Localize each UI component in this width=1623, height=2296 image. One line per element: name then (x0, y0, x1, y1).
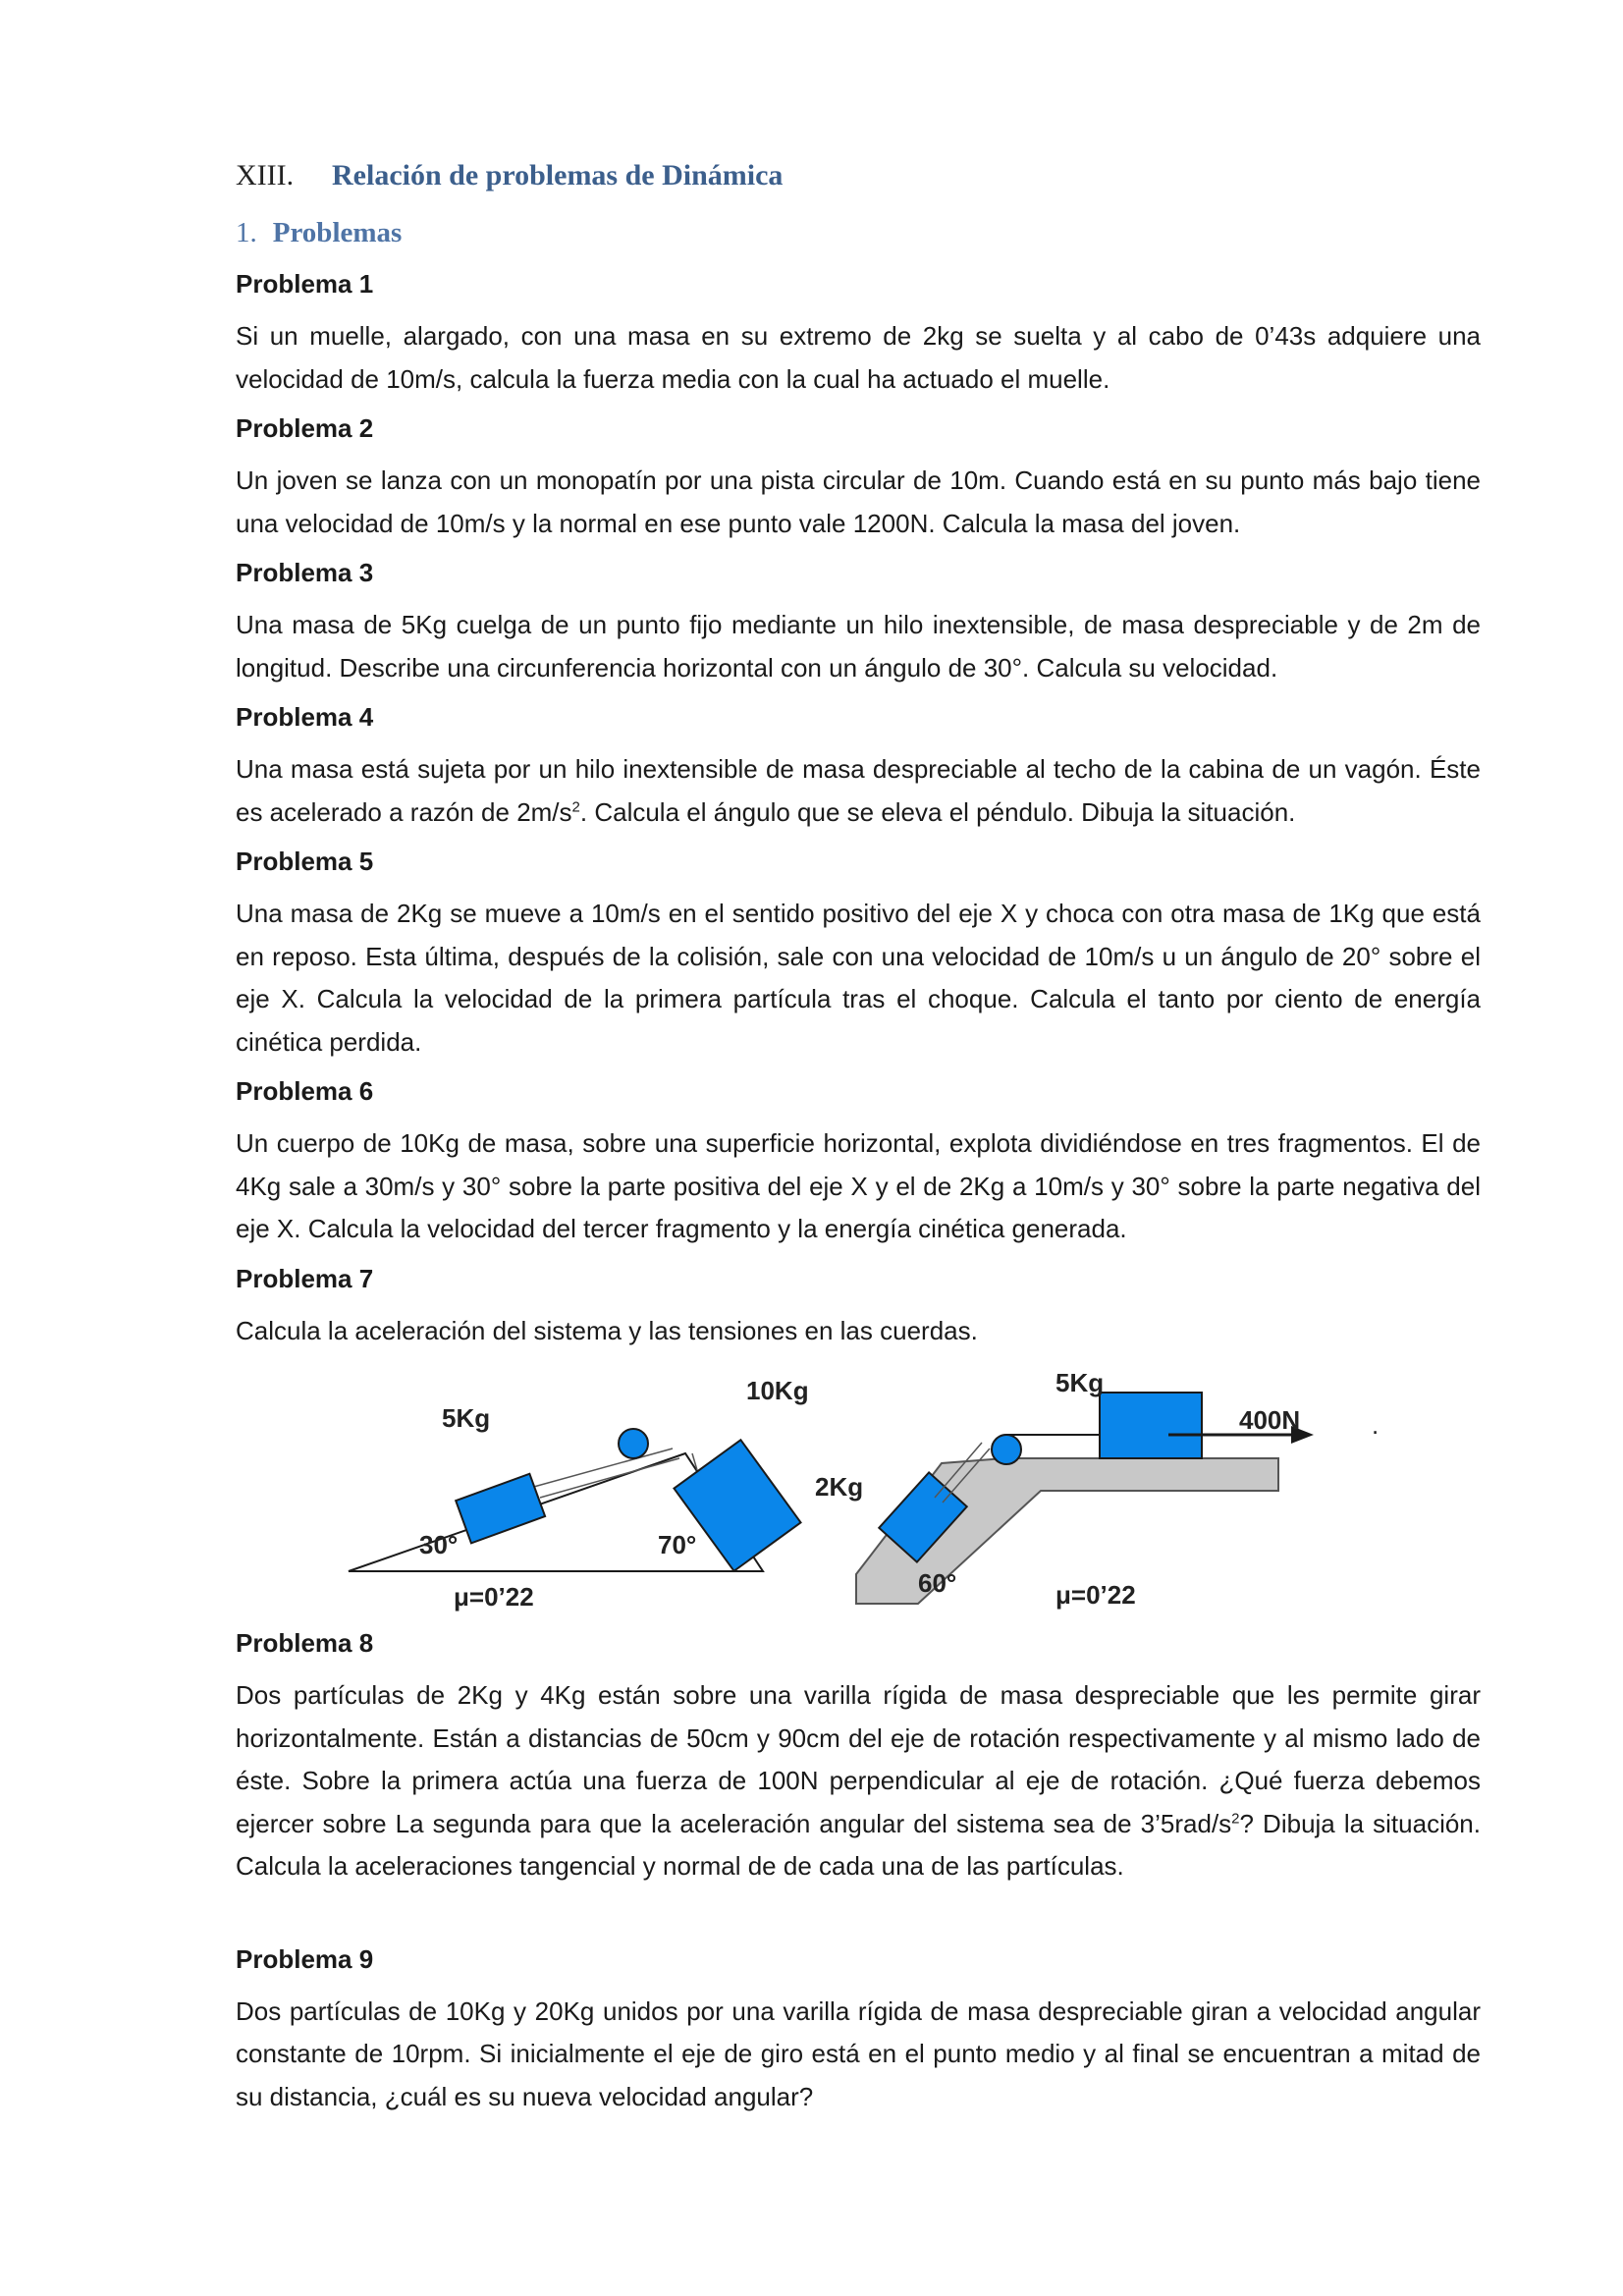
problem-text: Si un muelle, alargado, con una masa en su extremo de 2kg se suelta y al cabo de 0’43s adquiere una velocidad de 10m/s, calcula la fuerza media con la cual ha actuado el muelle. (236, 321, 1481, 394)
pulley-left (619, 1429, 648, 1458)
problem-title: Problema 2 (236, 413, 374, 443)
problem-text: Dos partículas de 10Kg y 20Kg unidos por una varilla rígida de masa despreciable giran a velocidad angular constante de 10rpm. Si inicialmente el eje de giro está en el punto medio y al final se encuentran a mitad de su distancia, ¿cuál es su nueva velocidad angular? (236, 1995, 1481, 2111)
section-title: Problemas (272, 217, 403, 248)
label-5kg-top: 5Kg (1055, 1368, 1105, 1397)
section-number: 1. (236, 217, 257, 248)
section-heading (236, 211, 1481, 254)
chapter-number: XIII. (236, 159, 295, 191)
label-mu-right: μ=0’22 (1055, 1580, 1136, 1610)
label-angle-30: 30° (419, 1530, 459, 1559)
problem-7-diagram (236, 1360, 1481, 1617)
label-5kg: 5Kg (442, 1403, 491, 1433)
problem-text: Una masa de 2Kg se mueve a 10m/s en el sentido positivo del eje X y choca con otra masa de 1Kg que está en reposo. Esta última, después de la colisión, sale con una velocidad de 10m/s u un ángulo de 20° sobre el eje X. Calcula la velocidad de la primera partícula tras el choque. Calcula el tanto por ciento de energía cinética perdida. (236, 899, 1481, 1057)
problem-title: Problema 1 (236, 269, 374, 299)
label-400n: 400N (1239, 1405, 1301, 1435)
problem-title: Problema 3 (236, 558, 374, 587)
block-5kg-top (1100, 1393, 1202, 1458)
label-mu-left: μ=0’22 (454, 1582, 534, 1612)
chapter-title: Relación de problemas de Dinámica (332, 159, 784, 191)
problem-title: Problema 9 (236, 1943, 374, 1974)
problem-text: Un cuerpo de 10Kg de masa, sobre una superficie horizontal, explota dividiéndose en tres fragmentos. El de 4Kg sale a 30m/s y 30° sobre la parte positiva del eje X y el de 2Kg a 10m/s y 30° sobre la parte negativa del eje X. Calcula la velocidad del tercer fragmento y la energía cinética generada. (236, 1128, 1481, 1243)
label-angle-60: 60° (918, 1568, 957, 1598)
spacer (236, 1896, 1481, 1940)
problem-title: Problema 4 (236, 702, 374, 732)
label-10kg: 10Kg (746, 1376, 809, 1405)
problem-7-figure (236, 1360, 1481, 1617)
stray-dot: . (1372, 1410, 1380, 1440)
problem-title: Problema 6 (236, 1076, 374, 1106)
problem-title: Problema 5 (236, 847, 374, 876)
problem-text: Una masa está sujeta por un hilo inextensible de masa despreciable al techo de la cabina de un vagón. Éste es acelerado a razón de $2m/s^2$. Calcula el ángulo que se eleva el péndulo. Dibuja la situación. (236, 754, 1481, 827)
problem-title: Problema 7 (236, 1263, 374, 1293)
problem-text: Dos partículas de 2Kg y 4Kg están sobre una varilla rígida de masa despreciable que les permite girar horizontalmente. Están a distancias de 50cm y 90cm del eje de rotación respectivamente y al mismo lado de éste. Sobre la primera actúa una fuerza de 100N perpendicular al eje de rotación. ¿Qué fuerza debemos ejercer sobre La segunda para que la aceleración angular del sistema sea de $3’5rad/s^2$? Dibuja la situación. Calcula la aceleraciones tangencial y normal de de cada una de las partículas. (236, 1680, 1481, 1881)
document-page (236, 152, 1481, 2126)
problem-title: Problema 8 (236, 1628, 374, 1658)
problem-text: Una masa de 5Kg cuelga de un punto fijo mediante un hilo inextensible, de masa despreciable y de 2m de longitud. Describe una circunferencia horizontal con un ángulo de 30°. Calcula su velocidad. (236, 610, 1481, 683)
label-2kg: 2Kg (815, 1472, 864, 1502)
label-angle-70: 70° (658, 1530, 697, 1559)
problem-text: Un joven se lanza con un monopatín por una pista circular de 10m. Cuando está en su punto más bajo tiene una velocidad de 10m/s y la normal en ese punto vale 1200N. Calcula la masa del joven. (236, 465, 1481, 538)
chapter-heading (236, 152, 1481, 199)
pulley-right (992, 1435, 1021, 1464)
problem-text: Calcula la aceleración del sistema y las tensiones en las cuerdas. (236, 1315, 978, 1345)
